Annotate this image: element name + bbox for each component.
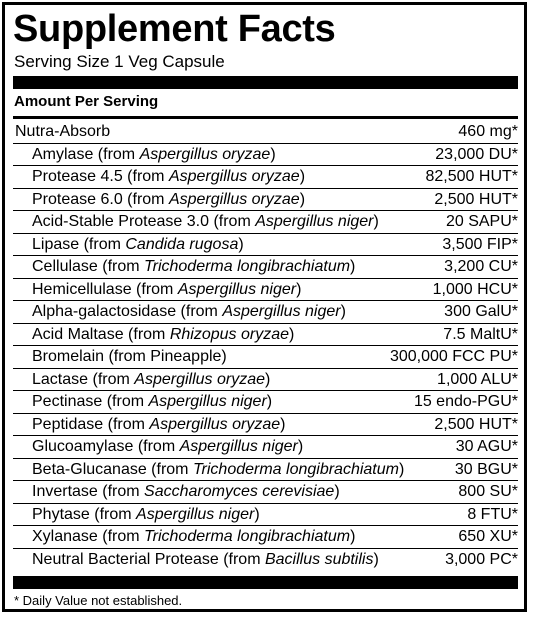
thick-rule-top: [13, 76, 518, 89]
ingredient-label-close: ): [270, 145, 276, 163]
serving-size: Serving Size 1 Veg Capsule: [14, 52, 225, 71]
ingredient-source-organism: Aspergillus oryzae: [149, 415, 281, 433]
ingredient-row: [13, 346, 518, 369]
ingredient-source-organism: Trichoderma longibrachiatum: [144, 528, 351, 545]
ingredient-label: Phytase (from: [32, 505, 137, 523]
ingredient-label-close: ): [238, 235, 244, 253]
ingredient-source-organism: Aspergillus niger: [148, 393, 267, 410]
ingredient-label-close: ): [398, 460, 405, 478]
ingredient-amount: 2,500 HUT*: [434, 415, 518, 433]
ingredient-label-close: ): [265, 370, 271, 388]
ingredient-label: Invertase (from: [32, 483, 145, 500]
ingredient-row: [13, 166, 518, 189]
ingredient-label: Alpha-galactosidase (from: [32, 303, 223, 320]
ingredient-source-organism: Rhizopus oryzae: [169, 325, 289, 343]
ingredient-name: [32, 211, 379, 233]
ingredient-label: Cellulase (from: [32, 258, 145, 275]
ingredient-amount: 82,500 HUT*: [425, 168, 518, 185]
ingredient-amount: 3,200 CU*: [444, 258, 518, 275]
ingredient-label-close: ): [340, 303, 346, 320]
ingredient-row: [13, 549, 518, 572]
ingredient-amount: 15 endo-PGU*: [413, 393, 518, 410]
ingredient-amount: 2,500 HUT*: [434, 190, 518, 208]
ingredient-source-organism: Trichoderma longibrachiatum: [192, 460, 399, 478]
ingredient-name: [32, 369, 270, 391]
header-rule: [13, 116, 518, 119]
ingredient-name: [32, 301, 346, 323]
ingredient-label: Lactase (from: [32, 370, 135, 388]
ingredient-label-close: ): [299, 168, 306, 185]
ingredient-label: Protease 6.0 (from: [32, 190, 169, 208]
ingredient-source-organism: Aspergillus niger: [179, 438, 298, 455]
ingredient-amount: 20 SAPU*: [445, 213, 518, 230]
ingredient-row: [13, 324, 518, 347]
ingredient-amount: 650 XU*: [458, 528, 518, 545]
ingredient-amount: 7.5 MaltU*: [443, 325, 518, 343]
ingredient-label-close: ): [373, 550, 379, 568]
ingredient-amount: 23,000 DU*: [435, 145, 518, 163]
ingredient-name: [32, 144, 276, 166]
ingredient-source-organism: Aspergillus niger: [255, 213, 374, 230]
ingredient-label: Neutral Bacterial Protease (from: [32, 550, 265, 568]
ingredient-amount: 3,000 PC*: [445, 550, 518, 568]
panel-title: Supplement Facts: [13, 8, 336, 50]
ingredient-source-organism: Aspergillus oryzae: [168, 168, 300, 185]
ingredient-name: [32, 166, 305, 188]
ingredient-source-organism: Aspergillus niger: [177, 280, 297, 298]
ingredient-row: [13, 144, 518, 167]
ingredient-name: [15, 121, 110, 143]
ingredient-source-organism: Saccharomyces cerevisiae: [144, 483, 335, 500]
ingredient-source-organism: Bacillus subtilis: [264, 550, 374, 568]
ingredient-source-organism: Candida rugosa: [125, 235, 239, 253]
ingredient-name: [32, 414, 285, 436]
ingredient-label: Protease 4.5 (from: [32, 168, 169, 185]
ingredient-row: [13, 301, 518, 324]
ingredient-name: [32, 526, 355, 548]
ingredient-label-close: ): [350, 528, 356, 545]
ingredient-name: [32, 279, 301, 301]
ingredient-label: Hemicellulase (from: [32, 280, 178, 298]
ingredient-row: [13, 121, 518, 144]
ingredient-amount: 30 BGU*: [454, 460, 518, 478]
ingredient-source-organism: Aspergillus niger: [136, 505, 255, 523]
ingredient-label: Glucoamylase (from: [32, 438, 180, 455]
ingredient-source-organism: Aspergillus oryzae: [134, 370, 265, 388]
ingredient-list: [13, 121, 518, 571]
footnote: * Daily Value not established.: [14, 593, 183, 608]
ingredient-label-close: ): [280, 415, 286, 433]
ingredient-name: [32, 549, 379, 571]
ingredient-name: [32, 459, 404, 481]
ingredient-label: Acid-Stable Protease 3.0 (from: [32, 213, 256, 230]
ingredient-row: [13, 391, 518, 414]
ingredient-row: [13, 414, 518, 437]
ingredient-label: Lipase (from: [32, 235, 126, 253]
ingredient-name: [32, 189, 305, 211]
ingredient-name: [32, 436, 303, 458]
ingredient-name: [32, 256, 355, 278]
ingredient-name: [32, 391, 272, 413]
ingredient-label: Pectinase (from: [32, 393, 149, 410]
ingredient-label-close: ): [288, 325, 295, 343]
ingredient-amount: 1,000 ALU*: [437, 370, 518, 388]
ingredient-amount: 300,000 FCC PU*: [389, 348, 518, 365]
ingredient-row: [13, 436, 518, 459]
ingredient-name: [32, 504, 260, 526]
ingredient-row: [13, 211, 518, 234]
ingredient-source-organism: Trichoderma longibrachiatum: [144, 258, 351, 275]
ingredient-label-close: ): [296, 280, 302, 298]
ingredient-label-close: ): [297, 438, 304, 455]
ingredient-amount: 30 AGU*: [455, 438, 518, 455]
ingredient-row: [13, 526, 518, 549]
ingredient-row: [13, 481, 518, 504]
ingredient-row: [13, 234, 518, 257]
ingredient-label: Acid Maltase (from: [32, 325, 170, 343]
ingredient-label: Bromelain (from Pineapple): [32, 348, 227, 365]
amount-per-serving-header: Amount Per Serving: [14, 93, 159, 110]
ingredient-row: [13, 369, 518, 392]
ingredient-label: Peptidase (from: [32, 415, 150, 433]
ingredient-label: Nutra-Absorb: [15, 123, 111, 140]
ingredient-name: [32, 346, 227, 368]
ingredient-label-close: ): [254, 505, 260, 523]
ingredient-name: [32, 234, 244, 256]
ingredient-label-close: ): [373, 213, 379, 230]
ingredient-name: [32, 481, 340, 503]
ingredient-source-organism: Aspergillus oryzae: [139, 145, 271, 163]
ingredient-amount: 300 GalU*: [444, 303, 518, 320]
ingredient-amount: 1,000 HCU*: [432, 280, 518, 298]
ingredient-row: [13, 189, 518, 212]
ingredient-source-organism: Aspergillus oryzae: [168, 190, 300, 208]
thick-rule-bottom: [13, 576, 518, 589]
ingredient-source-organism: Aspergillus niger: [222, 303, 341, 320]
ingredient-name: [32, 324, 294, 346]
ingredient-row: [13, 256, 518, 279]
ingredient-label-close: ): [266, 393, 273, 410]
ingredient-label: Amylase (from: [32, 145, 140, 163]
ingredient-label: Xylanase (from: [32, 528, 145, 545]
ingredient-label-close: ): [299, 190, 306, 208]
ingredient-amount: 8 FTU*: [467, 505, 518, 523]
ingredient-row: [13, 504, 518, 527]
ingredient-amount: 3,500 FIP*: [442, 235, 518, 253]
ingredient-amount: 800 SU*: [458, 483, 518, 500]
ingredient-label-close: ): [334, 483, 340, 500]
supplement-facts-panel: [2, 2, 527, 612]
ingredient-row: [13, 279, 518, 302]
ingredient-label-close: ): [350, 258, 356, 275]
ingredient-label: Beta-Glucanase (from: [32, 460, 193, 478]
ingredient-row: [13, 459, 518, 482]
ingredient-amount: 460 mg*: [458, 123, 518, 140]
